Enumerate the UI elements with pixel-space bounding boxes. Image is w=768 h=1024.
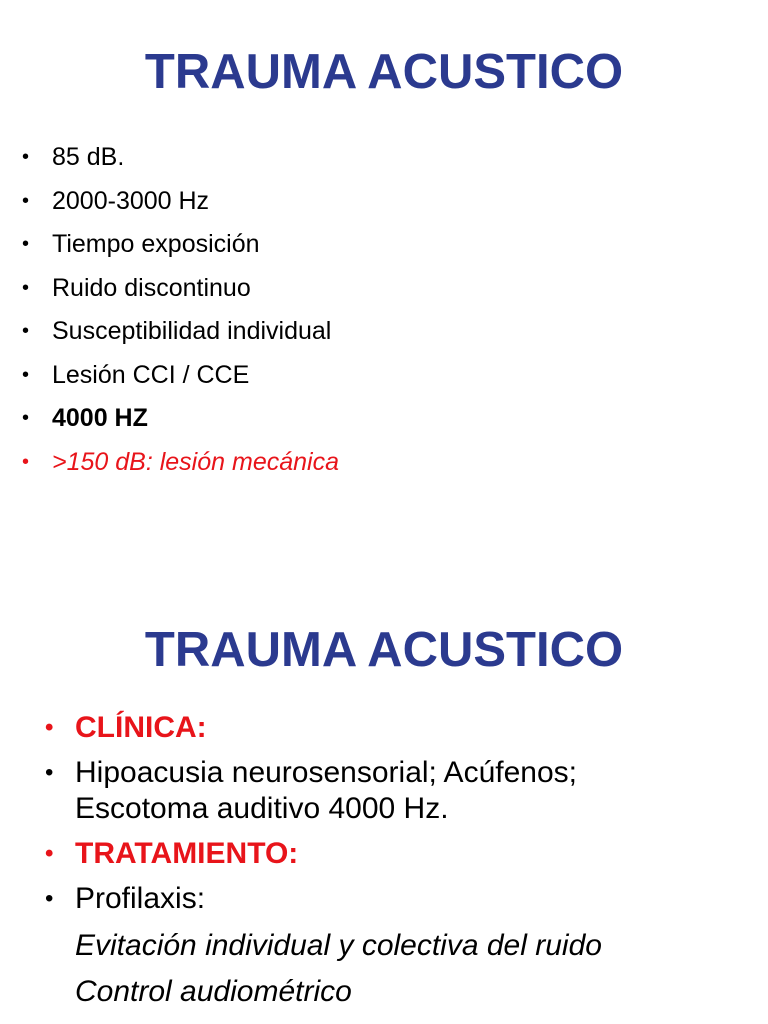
symptoms-line-1: Hipoacusia neurosensorial; Acúfenos; [75,756,577,789]
profilaxis-text: Profilaxis: [75,882,206,915]
bullet-item-symptoms [45,755,577,827]
section-label-clinica: CLÍNICA: [75,711,207,744]
bullet-icon: • [22,407,30,429]
slide-1-title: TRAUMA ACUSTICO [144,45,624,99]
slide-2 [0,512,768,1024]
bullet-icon: • [45,840,54,867]
bullet-item-exposure [22,226,339,270]
bullet-item-tratamiento [45,836,577,872]
bullet-text: 4000 HZ [52,404,148,432]
bullet-icon: • [22,450,30,473]
bullet-icon: • [45,759,54,786]
bullet-icon: • [45,714,54,741]
bullet-text: Tiempo exposición [52,230,260,258]
bullet-text: >150 dB: lesión mecánica [52,447,339,476]
sub-item-noise-avoidance: Evitación individual y colectiva del ruido [75,929,602,962]
bullet-item-susceptibility [22,313,339,357]
bullet-item-clinica [45,710,577,746]
bullet-item-profilaxis [45,881,577,917]
bullet-icon: • [45,885,54,912]
bullet-icon: • [22,146,30,168]
section-label-tratamiento: TRATAMIENTO: [75,837,299,870]
bullet-item-noise [22,270,339,314]
bullet-item-lesion [22,357,339,401]
symptoms-line-2: Escotoma auditivo 4000 Hz. [75,792,449,825]
bullet-icon: • [22,363,30,386]
bullet-item-4000hz [22,400,339,444]
bullet-icon: • [22,320,30,342]
bullet-text: Ruido discontinuo [52,273,251,302]
bullet-icon: • [22,276,30,299]
bullet-text: 2000-3000 Hz [52,186,210,215]
sub-item-audiometric-control: Control audiométrico [75,975,352,1008]
profilaxis-sub-items [75,928,602,1020]
bullet-item-frequency [22,183,339,227]
bullet-text: 85 dB. [52,143,125,171]
bullet-text: Lesión CCI / CCE [52,360,250,389]
bullet-icon: • [22,189,30,212]
bullet-icon: • [22,233,30,255]
bullet-text: Susceptibilidad individual [52,317,332,345]
slide-2-title: TRAUMA ACUSTICO [144,623,624,677]
slide-2-bullet-list [45,710,577,926]
slide-1-bullet-list [22,139,339,487]
bullet-item-85db [22,139,339,183]
bullet-item-mechanical [22,444,339,488]
